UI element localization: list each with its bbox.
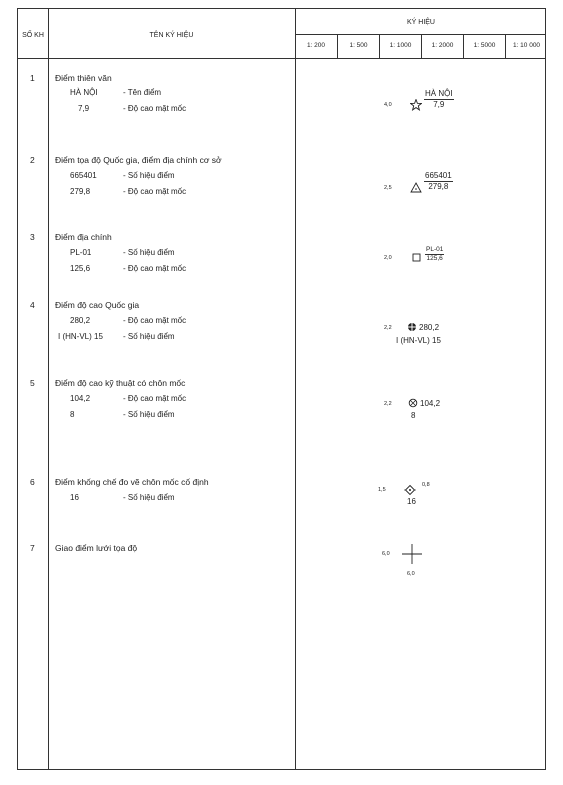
sub-code: 104,2 (70, 394, 91, 403)
symbol-dimension: 2,0 (384, 255, 392, 261)
column-divider (48, 9, 49, 769)
symbol-fraction (424, 171, 453, 192)
triangle-icon (410, 182, 422, 193)
sub-desc: - Độ cao mặt mốc (123, 316, 187, 325)
row-title: Điểm tọa độ Quốc gia, điểm địa chính cơ sở (55, 155, 222, 165)
fraction-bottom: 7,9 (433, 100, 445, 109)
sub-desc: - Số hiệu điểm (123, 171, 175, 180)
sub-desc: - Độ cao mặt mốc (123, 187, 187, 196)
row-number: 6 (30, 477, 35, 487)
scale-1-2000: 1: 2000 (421, 34, 463, 58)
fraction-top: PL-01 (426, 246, 444, 253)
symbol-dimension: 2,2 (384, 325, 392, 331)
symbol-table (17, 8, 546, 770)
row-title: Điểm địa chính (55, 232, 112, 242)
row-title: Điểm khống chế đo vẽ chôn mốc cố định (55, 477, 209, 487)
sub-code: 7,9 (78, 104, 90, 113)
symbol-value: 280,2 (419, 323, 440, 332)
sub-desc: - Tên điểm (123, 88, 162, 97)
row-number: 3 (30, 232, 35, 242)
sub-code: 280,2 (70, 316, 91, 325)
circle-x-icon (408, 398, 418, 408)
sub-code: 8 (70, 410, 75, 419)
sub-code: I (HN-VL) 15 (58, 332, 103, 341)
row-number: 4 (30, 300, 35, 310)
sub-desc: - Số hiệu điểm (123, 248, 175, 257)
row-number: 1 (30, 73, 35, 83)
symbol-dimension: 2,5 (384, 185, 392, 191)
sub-code: 125,6 (70, 264, 91, 273)
scale-1-5000: 1: 5000 (463, 34, 505, 58)
sub-code: 665401 (70, 171, 97, 180)
row-title: Điểm thiên văn (55, 73, 112, 83)
symbol-value: 104,2 (420, 399, 441, 408)
sub-code: HÀ NỘI (70, 88, 98, 97)
row-title: Điểm độ cao Quốc gia (55, 300, 140, 310)
fraction-bottom: 125,6 (426, 255, 443, 262)
sub-code: 16 (70, 493, 79, 502)
symbol-fraction (424, 89, 454, 110)
header-ky-hieu: KÝ HIỆU (406, 19, 435, 26)
symbol-dimension: 2,2 (384, 401, 392, 407)
square-icon (412, 253, 421, 262)
column-divider (295, 9, 296, 769)
sub-desc: - Số hiệu điểm (123, 332, 175, 341)
row-number: 7 (30, 543, 35, 553)
row-title: Điểm độ cao kỹ thuật có chôn mốc (55, 378, 186, 388)
scale-1-10000: 1: 10 000 (505, 34, 547, 58)
sub-code: 279,8 (70, 187, 91, 196)
sub-desc: - Độ cao mặt mốc (123, 394, 187, 403)
symbol-dimension: 6,0 (382, 551, 390, 557)
header-bottom-line (18, 58, 545, 59)
scale-1-1000: 1: 1000 (379, 34, 421, 58)
symbol-below: I (HN-VL) 15 (396, 336, 441, 345)
sub-desc: - Số hiệu điểm (123, 410, 175, 419)
diamond-dot-icon (404, 484, 416, 496)
cross-icon (401, 543, 423, 565)
fraction-bottom: 279,8 (428, 182, 449, 191)
header-ten-ky-hieu: TÊN KÝ HIỆU (149, 32, 194, 39)
fraction-top: 665401 (425, 171, 452, 180)
sub-code: PL-01 (70, 248, 92, 257)
fraction-top: HÀ NỘI (425, 89, 453, 98)
star-icon (410, 99, 422, 111)
sub-desc: - Độ cao mặt mốc (123, 104, 187, 113)
row-title: Giao điểm lưới tọa độ (55, 543, 138, 553)
row-number: 2 (30, 155, 35, 165)
symbol-dimension: 1,5 (378, 487, 386, 493)
row-number: 5 (30, 378, 35, 388)
sub-desc: - Số hiệu điểm (123, 493, 175, 502)
symbol-below: 16 (407, 497, 416, 506)
header-so-kh: SỐ KH (22, 32, 44, 39)
scale-1-500: 1: 500 (337, 34, 379, 58)
sub-desc: - Độ cao mặt mốc (123, 264, 187, 273)
symbol-dimension-2: 0,8 (422, 482, 430, 488)
symbol-fraction (425, 246, 444, 263)
symbol-dimension: 4,0 (384, 102, 392, 108)
scale-1-200: 1: 200 (306, 42, 326, 49)
symbol-dimension-2: 6,0 (407, 571, 415, 577)
filled-circle-cross-icon (407, 322, 417, 332)
symbol-below: 8 (411, 411, 416, 420)
